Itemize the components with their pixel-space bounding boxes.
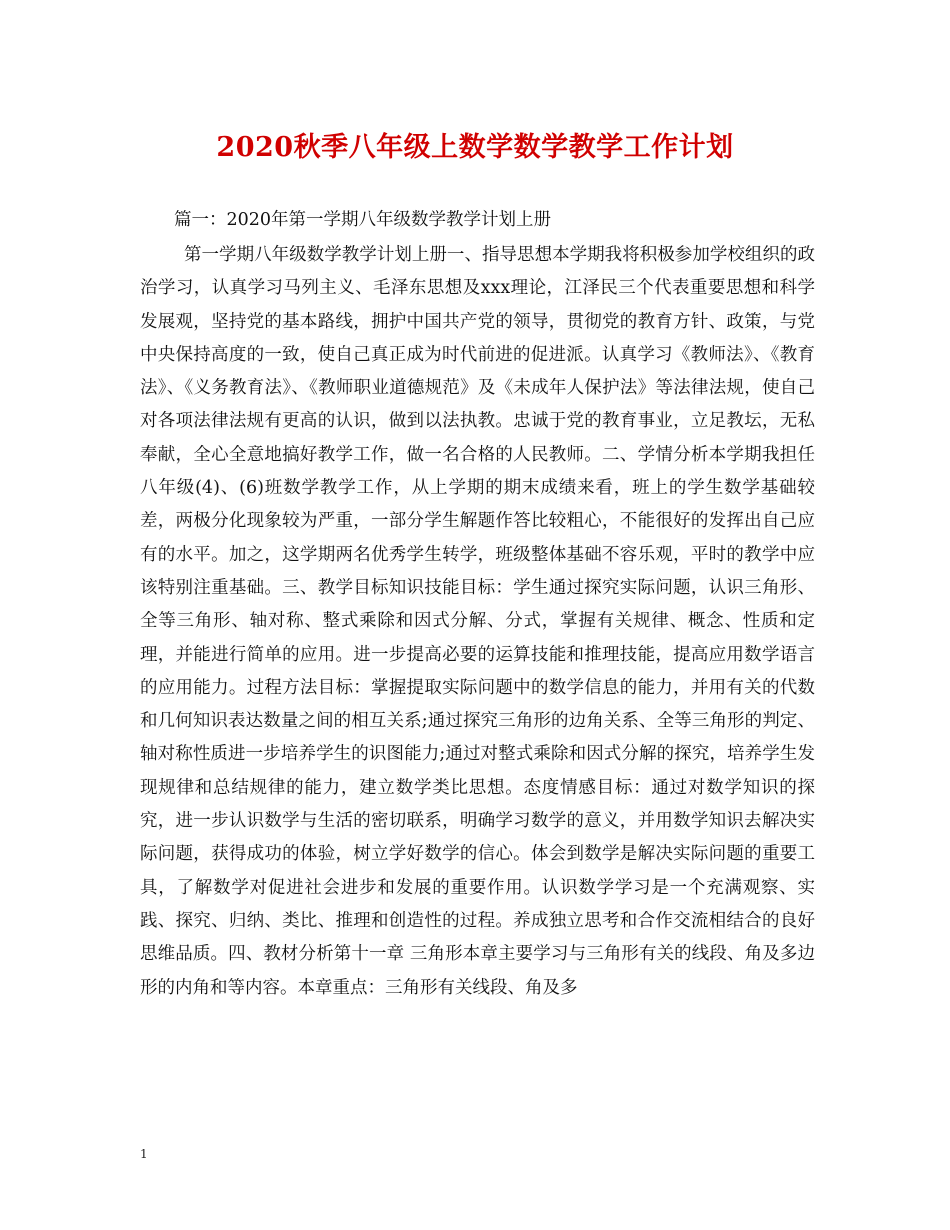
document-title: 2020秋季八年级上数学数学教学工作计划 xyxy=(216,132,734,163)
body-paragraph: 第一学期八年级数学教学计划上册一、指导思想本学期我将积极参加学校组织的政治学习，认真学习马列主义、毛泽东思想及xxx理论，江泽民三个代表重要思想和科学发展观，坚持党的基本路线，拥护中国共产党的领导，贯彻党的教育方针、政策，与党中央保持高度的一致，使自己真正成为时代前进的促进派。认真学习《教师法》、《教育法》、《义务教育法》、《教师职业道德规范》及《未成年人保护法》等法律法规，使自己对各项法律法规有更高的认识，做到以法执教。忠诚于党的教育事业，立足教坛，无私奉献，全心全意地搞好教学工作，做一名合格的人民教师。二、学情分析本学期我担任八年级(4)、(6)班数学教学工作，从上学期的期末成绩来看，班上的学生数学基础较差，两极分化现象较为严重，一部分学生解题作答比较粗心，不能很好的发挥出自己应有的水平。加之，这学期两名优秀学生转学，班级整体基础不容乐观，平时的教学中应该特别注重基础。三、教学目标知识技能目标：学生通过探究实际问题，认识三角形、全等三角形、轴对称、整式乘除和因式分解、分式，掌握有关规律、概念、性质和定理，并能进行简单的应用。进一步提高必要的运算技能和推理技能，提高应用数学语言的应用能力。过程方法目标：掌握提取实际问题中的数学信息的能力，并用有关的代数和几何知识表达数量之间的相互关系;通过探究三角形的边角关系、全等三角形的判定、轴对称性质进一步培养学生的识图能力;通过对整式乘除和因式分解的探究，培养学生发现规律和总结规律的能力，建立数学类比思想。态度情感目标：通过对数学知识的探究，进一步认识数学与生活的密切联系，明确学习数学的意义，并用数学知识去解决实际问题，获得成功的体验，树立学好数学的信心。体会到数学是解决实际问题的重要工具，了解数学对促进社会进步和发展的重要作用。认识数学学习是一个充满观察、实践、探究、归纳、类比、推理和创造性的过程。养成独立思考和合作交流相结合的良好思维品质。四、教材分析第十一章 三角形本章主要学习与三角形有关的线段、角及多边形的内角和等内容。本章重点：三角形有关线段、角及多 xyxy=(140,245,815,998)
page-number: 1 xyxy=(140,1147,148,1161)
section-heading: 篇一：2020年第一学期八年级数学教学计划上册 xyxy=(174,210,552,230)
